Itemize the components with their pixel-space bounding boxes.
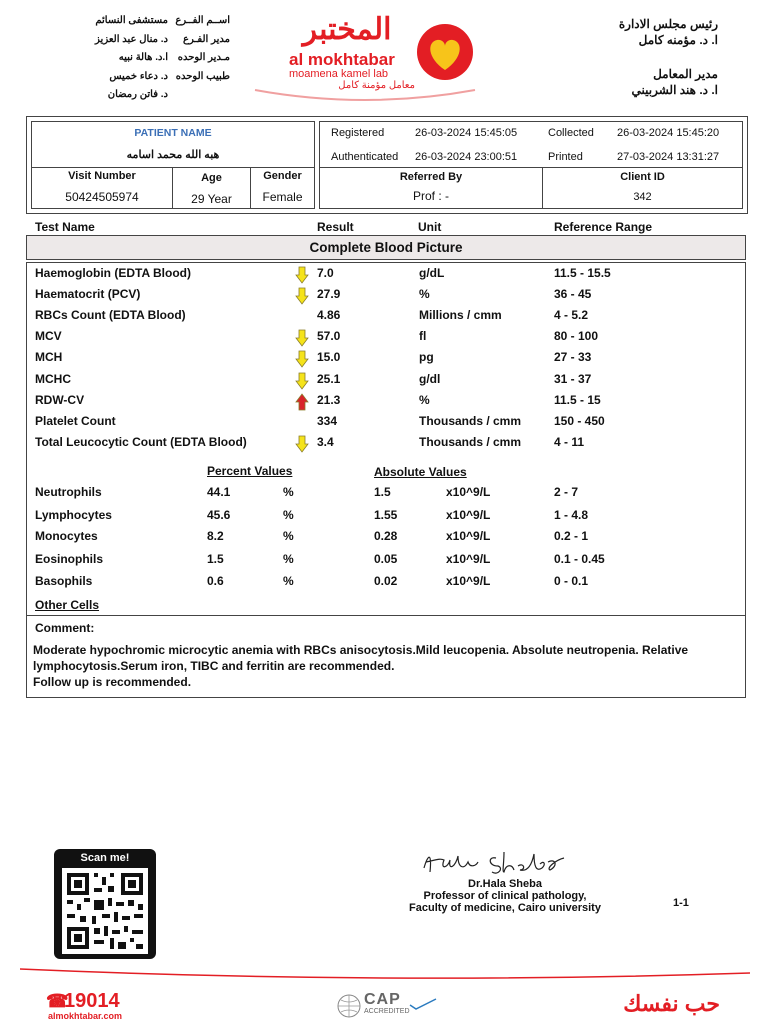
referred-by-label: Referred By (399, 171, 463, 183)
page-number: 1-1 (673, 897, 689, 909)
comment-line-1: Moderate hypochromic microcytic anemia with RBCs anisocytosis.Mild leucopenia. Absolute neutropenia. Relative (33, 643, 689, 657)
absolute-value: 0.02 (374, 574, 398, 588)
test-range: 31 - 37 (554, 372, 592, 386)
absolute-value: 0.28 (374, 529, 398, 543)
test-result: 57.0 (317, 329, 341, 343)
test-unit: g/dL (419, 266, 445, 280)
referred-by: Prof : - (412, 189, 449, 203)
result-row (27, 266, 744, 286)
absolute-unit: x10^9/L (446, 529, 491, 543)
branch-info (60, 12, 230, 105)
test-result: 25.1 (317, 372, 341, 386)
differential-range: 0.2 - 1 (554, 529, 589, 543)
absolute-value: 1.5 (374, 485, 391, 499)
slogan: حب نفسك (623, 991, 720, 1016)
test-range: 11.5 - 15 (554, 393, 601, 407)
percent-unit: % (283, 485, 294, 499)
registered-label: Registered (331, 127, 385, 139)
result-row (27, 393, 744, 413)
logo-arabic: المختبر (302, 13, 392, 46)
board-chair-name: ا. د. مؤمنه كامل (638, 33, 718, 47)
low-flag-arrow-icon (295, 350, 309, 368)
absolute-unit: x10^9/L (446, 485, 491, 499)
age-label: Age (201, 172, 222, 184)
percent-unit: % (283, 529, 294, 543)
cap-badge (336, 993, 446, 1021)
client-id: 342 (633, 191, 652, 203)
lab-logo (245, 12, 485, 102)
hotline[interactable] (46, 992, 166, 1022)
test-range: 150 - 450 (554, 414, 605, 428)
comment-line-3: Follow up is recommended. (33, 675, 192, 689)
patient-name-label: PATIENT NAME (134, 127, 212, 139)
low-flag-arrow-icon (295, 435, 309, 453)
col-range: Reference Range (554, 220, 653, 234)
dates-panel (319, 121, 743, 209)
cap-globe-icon (336, 993, 362, 1019)
qr-card[interactable] (54, 849, 156, 959)
test-result: 21.3 (317, 393, 341, 407)
differential-row (27, 552, 744, 572)
absolute-value: 0.05 (374, 552, 398, 566)
differential-range: 2 - 7 (554, 485, 579, 499)
col-test-name: Test Name (35, 220, 95, 234)
management-info (528, 16, 718, 98)
registered-date: 26-03-2024 15:45:05 (415, 127, 518, 139)
percent-unit: % (283, 552, 294, 566)
differential-row (27, 529, 744, 549)
cell-name: Lymphocytes (35, 508, 112, 522)
test-result: 7.0 (317, 266, 334, 280)
branch-row: مـدير الوحده ا.د. هالة نبيه (118, 52, 230, 63)
cap-text: CAP (364, 991, 401, 1008)
test-name: Platelet Count (35, 414, 116, 428)
website: almokhtabar.com (48, 1011, 123, 1021)
differential-range: 1 - 4.8 (554, 508, 589, 522)
percent-unit: % (283, 574, 294, 588)
percent-value: 1.5 (207, 552, 224, 566)
signature-icon (418, 846, 568, 878)
result-row (27, 308, 744, 328)
absolute-unit: x10^9/L (446, 574, 491, 588)
percent-value: 8.2 (207, 529, 224, 543)
absolute-values-header: Absolute Values (374, 465, 467, 479)
test-name: Haemoglobin (EDTA Blood) (35, 266, 191, 280)
test-range: 36 - 45 (554, 287, 592, 301)
logo-sub-ar: معامل مؤمنة كامل (338, 80, 415, 91)
age-value: 29 Year (191, 192, 232, 206)
col-result: Result (317, 220, 354, 234)
result-row (27, 329, 744, 349)
differential-range: 0 - 0.1 (554, 574, 589, 588)
logo-sub: moamena kamel lab (289, 68, 389, 80)
test-unit: % (419, 287, 430, 301)
collected-label: Collected (548, 127, 594, 139)
patient-panel (31, 121, 315, 209)
cell-name: Eosinophils (35, 552, 104, 566)
test-name: RBCs Count (EDTA Blood) (35, 308, 186, 322)
test-name: Total Leucocytic Count (EDTA Blood) (35, 435, 247, 449)
low-flag-arrow-icon (295, 329, 309, 347)
check-mark-icon (408, 997, 438, 1011)
test-range: 11.5 - 15.5 (554, 266, 611, 280)
test-result: 3.4 (317, 435, 334, 449)
visit-number-label: Visit Number (68, 170, 136, 182)
test-unit: Thousands / cmm (419, 435, 522, 449)
test-range: 80 - 100 (554, 329, 599, 343)
percent-unit: % (283, 508, 294, 522)
doctor-title: Professor of clinical pathology, (423, 890, 587, 902)
authenticated-label: Authenticated (331, 151, 399, 163)
comment-line-2: lymphocytosis.Serum iron, TIBC and ferritin are recommended. (33, 659, 395, 673)
cell-name: Neutrophils (35, 485, 102, 499)
test-name: RDW-CV (35, 393, 85, 407)
low-flag-arrow-icon (295, 287, 309, 305)
comment-label: Comment: (35, 621, 95, 635)
absolute-value: 1.55 (374, 508, 398, 522)
board-chair-title: رئيس مجلس الادارة (618, 17, 718, 31)
gender-value: Female (262, 190, 303, 204)
low-flag-arrow-icon (295, 266, 309, 284)
qr-code-icon (62, 868, 148, 954)
patient-name: هبه الله محمد اسامه (126, 149, 220, 161)
other-cells-label: Other Cells (35, 598, 100, 612)
footer-divider (20, 967, 750, 981)
results-box (26, 262, 746, 698)
lab-director-name: ا. د. هند الشربيني (631, 83, 718, 97)
result-row (27, 414, 744, 434)
differential-row (27, 485, 744, 505)
test-result: 4.86 (317, 308, 341, 322)
test-name: MCHC (35, 372, 71, 386)
cap-accredited: ACCREDITED (364, 1008, 410, 1015)
test-unit: pg (419, 350, 434, 364)
signature-image (418, 846, 568, 878)
absolute-unit: x10^9/L (446, 508, 491, 522)
doctor-faculty: Faculty of medicine, Cairo university (409, 902, 601, 914)
test-unit: Millions / cmm (419, 308, 502, 322)
cell-name: Basophils (35, 574, 93, 588)
percent-value: 0.6 (207, 574, 224, 588)
percent-value: 45.6 (207, 508, 231, 522)
test-result: 27.9 (317, 287, 341, 301)
low-flag-arrow-icon (295, 372, 309, 390)
patient-info-box (26, 116, 748, 214)
client-id-label: Client ID (620, 171, 665, 183)
test-unit: g/dl (419, 372, 441, 386)
branch-row: اســم الفــرع مستشفى النسائم (95, 15, 230, 26)
test-range: 4 - 5.2 (554, 308, 589, 322)
authenticated-date: 26-03-2024 23:00:51 (415, 151, 518, 163)
qr-label: Scan me! (80, 852, 130, 864)
test-name: MCV (35, 329, 62, 343)
test-unit: fl (419, 329, 427, 343)
test-unit: Thousands / cmm (419, 414, 522, 428)
hotline-number: 19014 (64, 990, 120, 1012)
logo-brand: al mokhtabar (289, 50, 395, 69)
high-flag-arrow-icon (295, 393, 309, 411)
differential-range: 0.1 - 0.45 (554, 552, 605, 566)
test-range: 27 - 33 (554, 350, 592, 364)
collected-date: 26-03-2024 15:45:20 (617, 127, 720, 139)
differential-row (27, 508, 744, 528)
branch-row: د. فاتن رمضان (107, 89, 168, 100)
gender-label: Gender (263, 170, 302, 182)
test-name: MCH (35, 350, 63, 364)
visit-number: 50424505974 (65, 190, 139, 204)
printed-label: Printed (548, 151, 583, 163)
result-row (27, 435, 744, 455)
col-unit: Unit (418, 220, 442, 234)
doctor-name: Dr.Hala Sheba (468, 878, 542, 890)
test-range: 4 - 11 (554, 435, 585, 449)
section-title: Complete Blood Picture (26, 235, 746, 260)
branch-row: مدير الفـرع د. منال عبد العزيز (95, 33, 230, 45)
test-result: 15.0 (317, 350, 341, 364)
absolute-unit: x10^9/L (446, 552, 491, 566)
result-row (27, 372, 744, 392)
test-name: Haematocrit (PCV) (35, 287, 141, 301)
differential-row (27, 574, 744, 594)
test-result: 334 (317, 414, 338, 428)
cell-name: Monocytes (35, 529, 98, 543)
percent-values-header: Percent Values (207, 464, 293, 478)
phone-icon: ☎ (46, 991, 69, 1011)
percent-value: 44.1 (207, 485, 231, 499)
result-row (27, 287, 744, 307)
result-row (27, 350, 744, 370)
test-unit: % (419, 393, 430, 407)
branch-row: طبيب الوحده د. دعاء خميس (109, 70, 230, 82)
lab-director-title: مدير المعامل (653, 67, 718, 81)
printed-date: 27-03-2024 13:31:27 (617, 151, 720, 163)
